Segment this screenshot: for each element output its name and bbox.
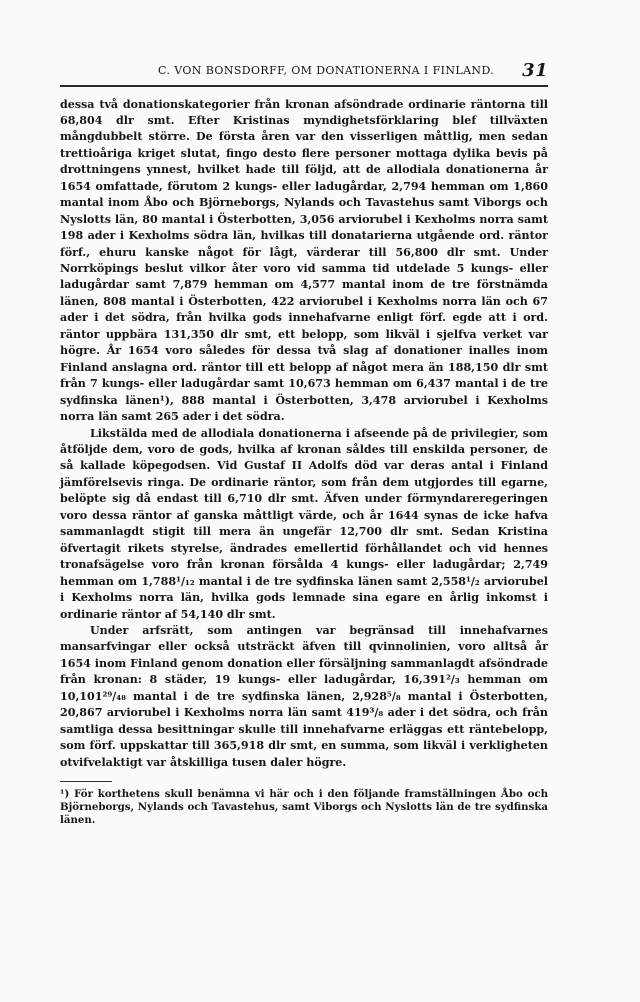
footnote: ¹) För korthetens skull benämna vi här och i den följande framställningen Åbo och Björneborgs, Nylands och Tavastehus, samt Viborgs och Nyslotts län de tre sydfinska länen. bbox=[60, 788, 548, 827]
running-title: C. VON BONSDORFF, OM DONATIONERNA I FINLAND. bbox=[158, 64, 495, 77]
paragraph-1: dessa två donationskategorier från kronan afsöndrade ordinarie räntorna till 68,804 dlr smt. Efter Kristinas myndighetsförklaring blef tillväxten mångdubbelt större. De första åren var den visserligen måttlig, men sedan trettioåriga kriget slutat, fingo desto flere personer mottaga dylika bevis på drottningens ynnest, hvilket hade till följd, att de allodiala donationerna år 1654 omfattade, förutom 2 kungs- eller ladugårdar, 2,794 hemman om 1,860 mantal inom Åbo och Björneborgs, Nylands och Tavastehus samt Viborgs och Nyslotts län, 80 mantal i Österbotten, 3,056 arviorubel i Kexholms norra samt 198 ader i Kexholms södra län, hvilkas till donatarierna utgående ord. räntor förf., ehuru kanske något för lågt, värderar till 56,800 dlr smt. Under Norrköpings beslut vilkor åter voro vid samma tid utdelade 5 kungs- eller ladugårdar samt 7,879 hemman om 4,577 mantal inom de tre förstnämda länen, 808 mantal i Österbotten, 422 arviorubel i Kexholms norra län och 67 ader i det södra, från hvilka gods innehafvarne enligt förf. egde att i ord. räntor uppbära 131,350 dlr smt, ett belopp, som likväl i sjelfva verket var högre. År 1654 voro således för dessa två slag af donationer inalles inom Finland anslagna ord. räntor till ett belopp af något mera än 188,150 dlr smt från 7 kungs- eller ladugårdar samt 10,673 hemman om 6,437 mantal i de tre sydfinska länen¹), 888 mantal i Österbotten, 3,478 arviorubel i Kexholms norra län samt 265 ader i det södra. bbox=[60, 97, 548, 424]
main-text bbox=[60, 97, 548, 772]
book-page bbox=[60, 60, 548, 827]
header-rule bbox=[60, 85, 548, 87]
footnote-divider bbox=[60, 781, 112, 782]
paragraph-3: Under arfsrätt, som antingen var begränsad till innehafvarnes mansarfvingar eller också utsträckt äfven till qvinnolinien, voro alltså år 1654 inom Finland genom donation eller försäljning sammanlagdt afsöndrade från kronan: 8 städer, 19 kungs- eller ladugårdar, 16,391²/₃ hemman om 10,101²⁹/₄₈ mantal i de tre sydfinska länen, 2,928⁵/₈ mantal i Österbotten, 20,867 arviorubel i Kexholms norra län samt 419³/₈ ader i det södra, och från samtliga dessa besittningar skulle till innehafvarne erläggas ett räntebelopp, som förf. uppskattar till 365,918 dlr smt, en summa, som likväl i verkligheten otvifvelaktigt var åtskilliga tusen daler högre. bbox=[60, 624, 548, 769]
paragraph-2: Likstälda med de allodiala donationerna i afseende på de privilegier, som åtföljde dem, voro de gods, hvilka af kronan såldes till enskilda personer, de så kallade köpegodsen. Vid Gustaf II Adolfs död var deras antal i Finland jämförelsevis ringa. De ordinarie räntor, som från dem utgjordes till egarne, belöpte sig då endast till 6,710 dlr smt. Äfven under förmyndareregeringen voro dessa räntor af ganska måttligt värde, och år 1644 synas de icke hafva sammanlagdt stigit till mera än ungefär 12,700 dlr smt. Sedan Kristina öfvertagit rikets styrelse, ändrades emellertid förhållandet och vid hennes tronafsägelse voro från kronan försålda 4 kungs- eller ladugårdar; 2,749 hemman om 1,788¹/₁₂ mantal i de tre sydfinska länen samt 2,558¹/₂ arviorubel i Kexholms norra län, hvilka gods lemnade sina egare en årlig inkomst i ordinarie räntor af 54,140 dlr smt. bbox=[60, 426, 548, 621]
page-number: 31 bbox=[522, 60, 548, 81]
running-head bbox=[60, 60, 548, 80]
